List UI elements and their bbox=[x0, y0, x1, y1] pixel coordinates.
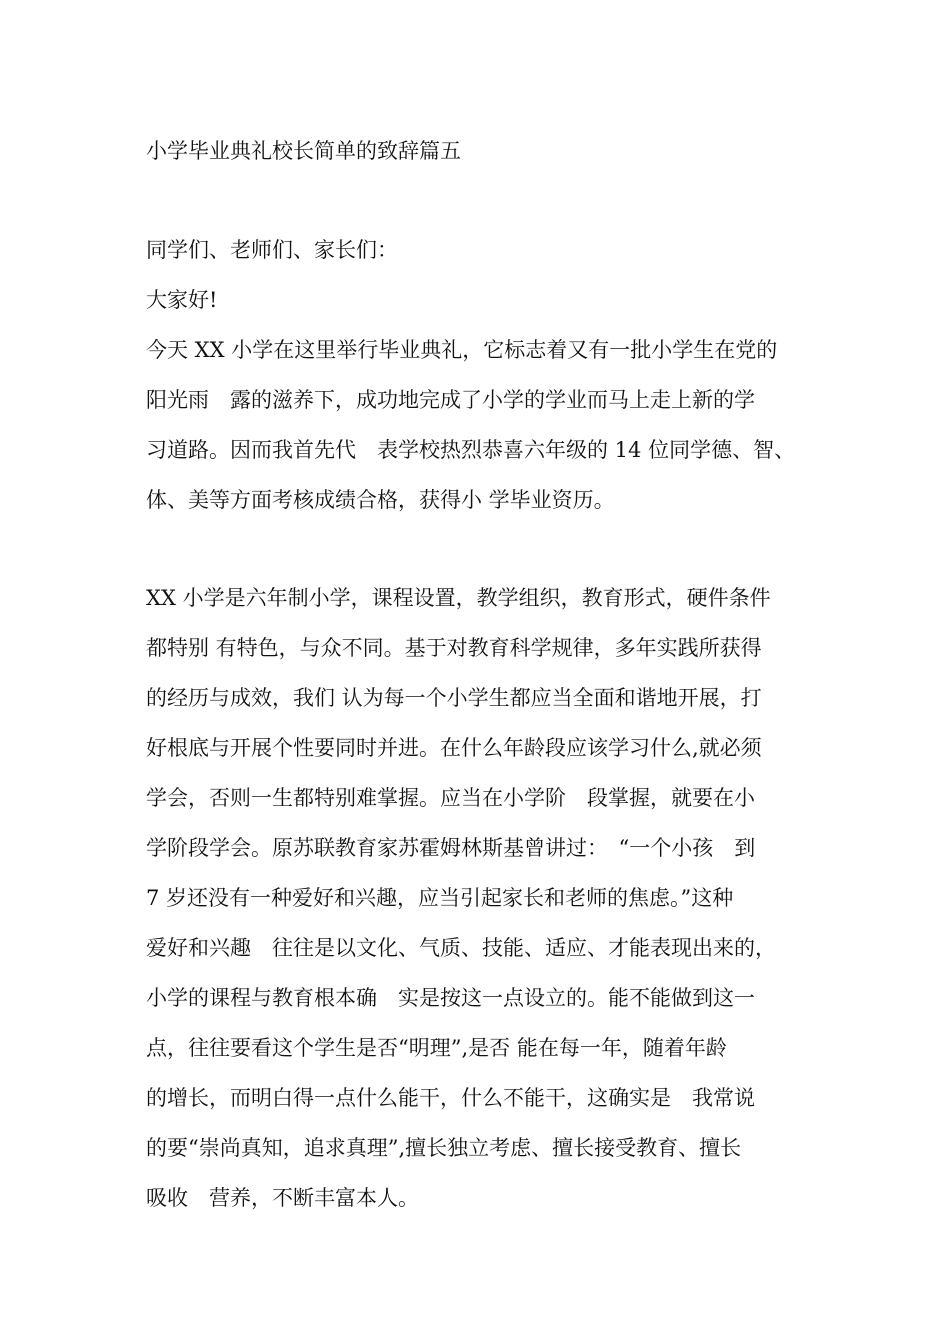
text-line: 7 岁还没有一种爱好和兴趣，应当引起家长和老师的焦虑。”这种 bbox=[146, 886, 734, 910]
text-line: 学阶段学会。原苏联教育家苏霍姆林斯基曾讲过： “一个小孩 到 bbox=[146, 836, 756, 860]
text-line: 习道路。因而我首先代 表学校热烈恭喜六年级的 14 位同学德、智、 bbox=[146, 438, 796, 462]
paragraph-block-2 bbox=[146, 573, 836, 1223]
text-line: 大家好! bbox=[146, 288, 218, 312]
text-line: XX 小学是六年制小学，课程设置，教学组织，教育形式，硬件条件 bbox=[146, 586, 771, 610]
text-line: 的要“崇尚真知，追求真理”,擅长独立考虑、擅长接受教育、擅长 bbox=[146, 1136, 742, 1160]
text-line: 体、美等方面考核成绩合格，获得小 学毕业资历。 bbox=[146, 488, 615, 512]
text-line: 的经历与成效，我们 认为每一个小学生都应当全面和谐地开展，打 bbox=[146, 686, 762, 710]
text-line: 爱好和兴趣 往往是以文化、气质、技能、适应、才能表现出来的， bbox=[146, 936, 776, 960]
paragraph-block-1 bbox=[146, 225, 836, 525]
text-line: 吸收 营养，不断丰富本人。 bbox=[146, 1186, 419, 1210]
text-line: 点，往往要看这个学生是否“明理”,是否 能在每一年，随着年龄 bbox=[146, 1036, 727, 1060]
text-line: 同学们、老师们、家长们： bbox=[146, 238, 398, 262]
text-line: 小学的课程与教育根本确 实是按这一点设立的。能不能做到这一 bbox=[146, 986, 755, 1010]
text-line: 学会，否则一生都特别难掌握。应当在小学阶 段掌握，就要在小 bbox=[146, 786, 755, 810]
text-line: 今天 XX 小学在这里举行毕业典礼，它标志着又有一批小学生在党的 bbox=[146, 338, 778, 362]
document-title: 小学毕业典礼校长简单的致辞篇五 bbox=[146, 139, 461, 163]
text-line: 好根底与开展个性要同时并进。在什么年龄段应该学习什么,就必须 bbox=[146, 736, 762, 760]
text-line: 都特别 有特色，与众不同。基于对教育科学规律，多年实践所获得 bbox=[146, 636, 762, 660]
text-line: 阳光雨 露的滋养下，成功地完成了小学的学业而马上走上新的学 bbox=[146, 388, 755, 412]
text-line: 的增长，而明白得一点什么能干，什么不能干，这确实是 我常说 bbox=[146, 1086, 755, 1110]
